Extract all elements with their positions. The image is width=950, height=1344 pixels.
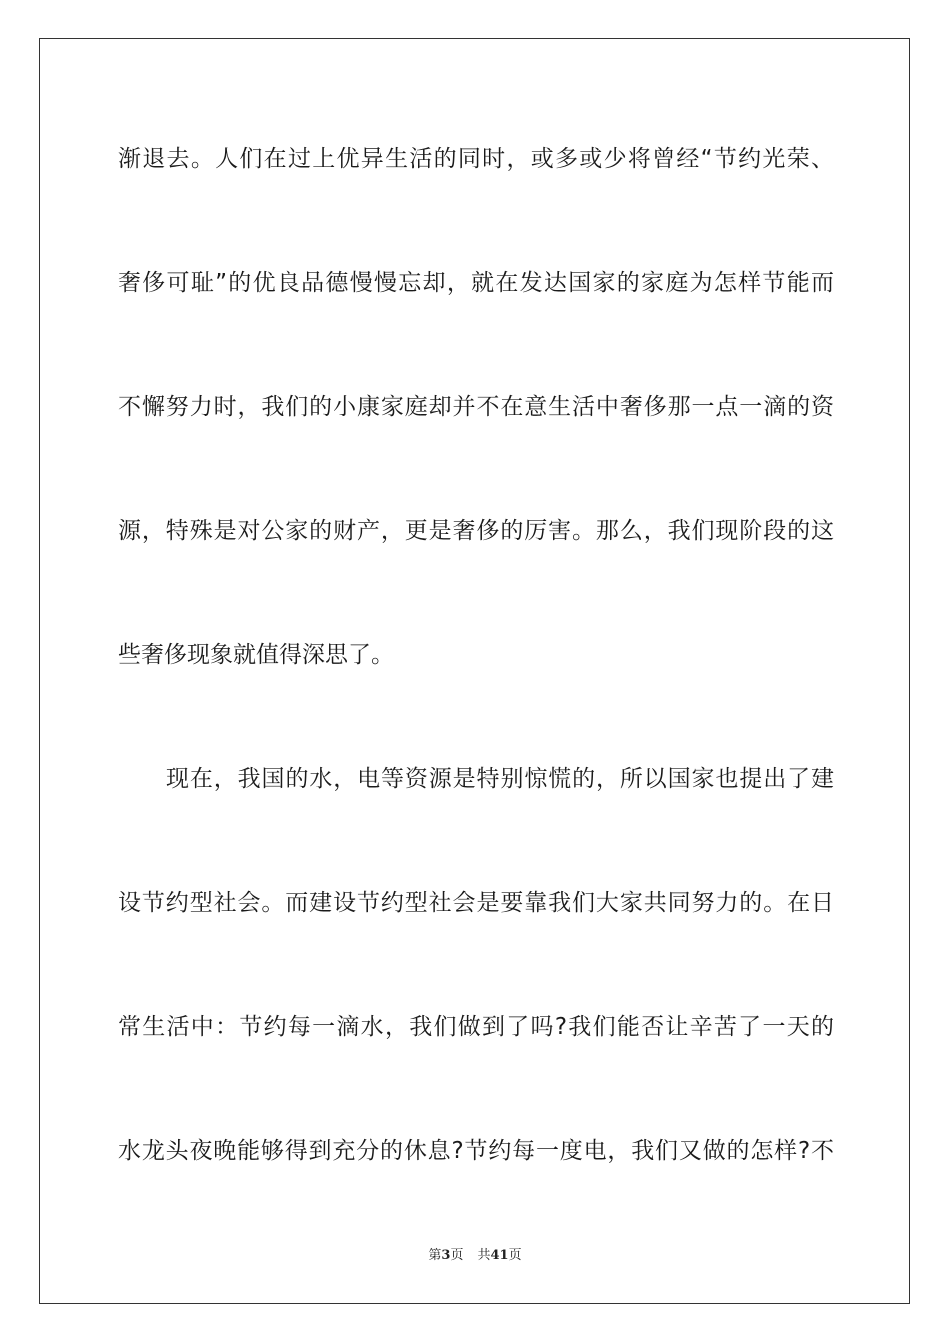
body-text-line-3: 不懈努力时，我们的小康家庭却并不在意生活中奢侈那一点一滴的资	[118, 394, 834, 420]
body-text-line-5: 些奢侈现象就值得深思了。	[118, 642, 394, 668]
page-number: 3	[441, 1248, 451, 1263]
page-label-prefix: 第	[428, 1248, 442, 1263]
page-footer	[0, 1247, 950, 1265]
total-label-suffix: 页	[508, 1248, 522, 1263]
body-text-line-6: 现在，我国的水，电等资源是特别惊慌的，所以国家也提出了建	[166, 766, 834, 792]
body-text-line-9: 水龙头夜晚能够得到充分的休息?节约每一度电，我们又做的怎样?不	[118, 1138, 834, 1164]
total-label-prefix: 共	[477, 1248, 491, 1263]
page-label-suffix: 页	[450, 1248, 464, 1263]
body-text-line-1: 渐退去。人们在过上优异生活的同时，或多或少将曾经“节约光荣、	[118, 146, 834, 172]
body-text-line-2: 奢侈可耻”的优良品德慢慢忘却，就在发达国家的家庭为怎样节能而	[118, 270, 834, 296]
total-pages: 41	[490, 1248, 509, 1263]
body-text-line-7: 设节约型社会。而建设节约型社会是要靠我们大家共同努力的。在日	[118, 890, 834, 916]
page-border	[39, 38, 910, 1304]
body-text-line-4: 源，特殊是对公家的财产，更是奢侈的厉害。那么，我们现阶段的这	[118, 518, 834, 544]
body-text-line-8: 常生活中：节约每一滴水，我们做到了吗?我们能否让辛苦了一天的	[118, 1014, 834, 1040]
